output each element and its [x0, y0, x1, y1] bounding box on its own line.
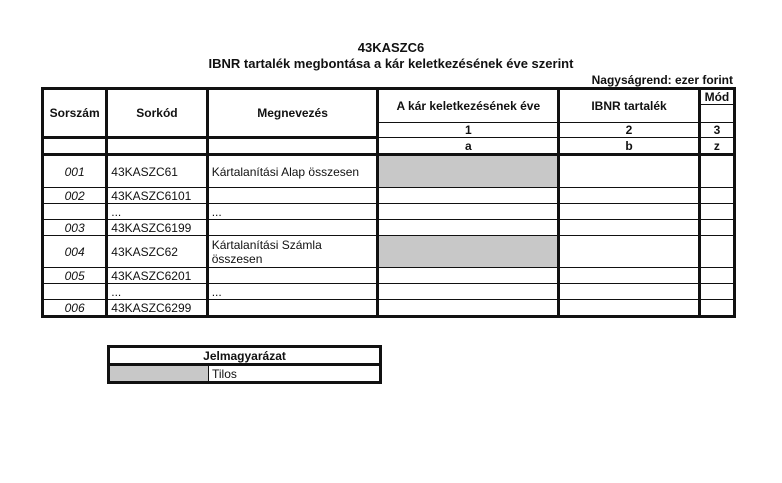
legend-table	[107, 345, 382, 384]
table-row	[43, 220, 735, 236]
row-megnevezes: ...	[207, 204, 378, 220]
cell-ev[interactable]	[378, 188, 559, 204]
header-sorszam: Sorszám	[43, 89, 107, 138]
row-sorszam: 004	[43, 236, 107, 268]
row-sorszam: 006	[43, 300, 107, 317]
cell-ev[interactable]	[378, 220, 559, 236]
cell-mod[interactable]	[699, 236, 734, 268]
header-megnevezes: Megnevezés	[207, 89, 378, 138]
cell-ibnr[interactable]	[559, 268, 700, 284]
colnum-ibnr: 2	[559, 123, 700, 138]
colnum-mod: 3	[699, 123, 734, 138]
cell-mod[interactable]	[699, 188, 734, 204]
cell-ibnr[interactable]	[559, 188, 700, 204]
cell-ev-forbidden	[378, 236, 559, 268]
row-sorkod: 43KASZC6101	[107, 188, 207, 204]
cell-ibnr[interactable]	[559, 236, 700, 268]
cell-mod[interactable]	[699, 220, 734, 236]
row-sorszam: 001	[43, 155, 107, 188]
row-sorkod: 43KASZC62	[107, 236, 207, 268]
cell-ev[interactable]	[378, 268, 559, 284]
cell-ibnr[interactable]	[559, 220, 700, 236]
row-megnevezes	[207, 300, 378, 317]
row-sorszam	[43, 204, 107, 220]
cell-ibnr[interactable]	[559, 300, 700, 317]
table-row	[43, 204, 735, 220]
cell-ibnr[interactable]	[559, 284, 700, 300]
row-megnevezes: Kártalanítási Számla összesen	[207, 236, 378, 268]
header-mod-blank	[699, 105, 734, 123]
row-sorkod: ...	[107, 204, 207, 220]
header-sorkod: Sorkód	[107, 89, 207, 138]
cell-ev-forbidden	[378, 155, 559, 188]
cell-ev[interactable]	[378, 284, 559, 300]
header-ev: A kár keletkezésének éve	[378, 89, 559, 123]
row-sorkod: 43KASZC6199	[107, 220, 207, 236]
table-row	[43, 155, 735, 188]
row-sorkod: 43KASZC61	[107, 155, 207, 188]
cell-ibnr[interactable]	[559, 204, 700, 220]
table-row	[43, 236, 735, 268]
row-sorszam: 003	[43, 220, 107, 236]
unit-label: Nagyságrend: ezer forint	[591, 73, 733, 87]
cell-mod[interactable]	[699, 300, 734, 317]
colnum-ev: 1	[378, 123, 559, 138]
cell-mod[interactable]	[699, 155, 734, 188]
row-sorkod: 43KASZC6201	[107, 268, 207, 284]
table-row	[43, 284, 735, 300]
colletter-mod: z	[699, 138, 734, 155]
row-megnevezes	[207, 220, 378, 236]
cell-ev[interactable]	[378, 204, 559, 220]
header-ibnr: IBNR tartalék	[559, 89, 700, 123]
table-row	[43, 300, 735, 317]
row-megnevezes: Kártalanítási Alap összesen	[207, 155, 378, 188]
row-sorszam	[43, 284, 107, 300]
header-mod: Mód	[699, 89, 734, 105]
legend-title: Jelmagyarázat	[109, 347, 381, 365]
row-sorkod: 43KASZC6299	[107, 300, 207, 317]
row-megnevezes: ...	[207, 284, 378, 300]
report-title: IBNR tartalék megbontása a kár keletkezésének éve szerint	[208, 56, 574, 71]
cell-mod[interactable]	[699, 204, 734, 220]
row-sorszam: 002	[43, 188, 107, 204]
main-table	[41, 87, 736, 318]
table-row	[43, 268, 735, 284]
row-sorkod: ...	[107, 284, 207, 300]
row-sorszam: 005	[43, 268, 107, 284]
cell-mod[interactable]	[699, 284, 734, 300]
legend-item-label: Tilos	[209, 365, 381, 383]
report-code: 43KASZC6	[357, 40, 425, 55]
colletter-ibnr: b	[559, 138, 700, 155]
cell-ev[interactable]	[378, 300, 559, 317]
cell-ibnr[interactable]	[559, 155, 700, 188]
colletter-ev: a	[378, 138, 559, 155]
cell-mod[interactable]	[699, 268, 734, 284]
table-row	[43, 188, 735, 204]
legend-swatch	[109, 365, 209, 383]
row-megnevezes	[207, 188, 378, 204]
row-megnevezes	[207, 268, 378, 284]
